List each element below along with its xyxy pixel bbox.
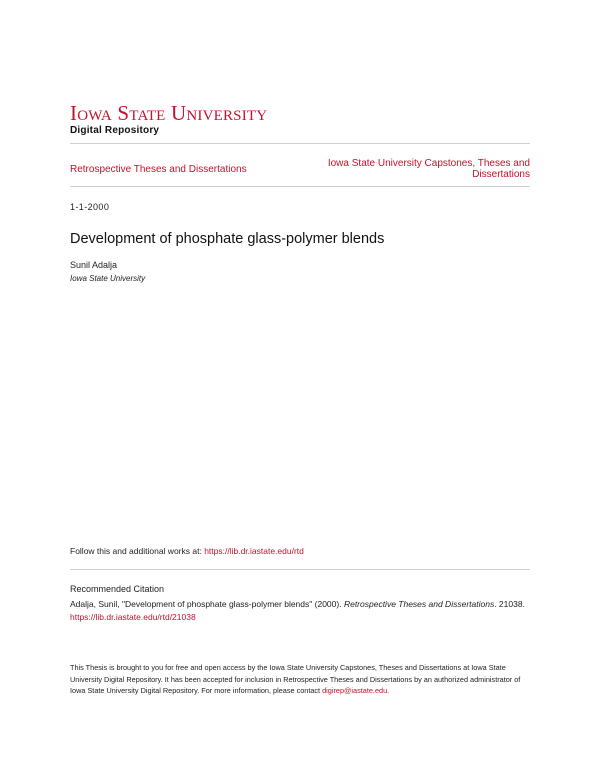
- logo-repository-name: Digital Repository: [70, 125, 160, 136]
- notice-end: .: [387, 686, 390, 695]
- collection-link-retrospective[interactable]: Retrospective Theses and Dissertations: [70, 164, 247, 175]
- citation-text: Adalja, Sunil, "Development of phosphate glass-polymer blends" (2000).: [70, 599, 344, 609]
- citation-number: . 21038.: [494, 599, 525, 609]
- publication-date: 1-1-2000: [70, 202, 110, 212]
- university-logo[interactable]: [70, 103, 330, 137]
- author-name: Sunil Adalja: [70, 260, 118, 270]
- divider-top: [70, 143, 530, 144]
- citation-body: [70, 598, 530, 624]
- collection-link-capstones[interactable]: Iowa State University Capstones, Theses and Dissertations: [327, 158, 530, 180]
- logo-university-name: Iowa State University: [70, 101, 268, 125]
- follow-line: [70, 546, 304, 557]
- notice-text: This Thesis is brought to you for free and open access by the Iowa State University Capstones, Theses and Dissertations at Iowa State University Digital Repository. It has been accepted for inclusion in Retrospective Theses and Dissertations by an authorized administrator of Iowa State University Digital Repository. For more information, please contact: [70, 663, 521, 695]
- divider-citation: [70, 569, 530, 570]
- divider-collections: [70, 186, 530, 187]
- citation-heading: Recommended Citation: [70, 584, 165, 594]
- author-affiliation: Iowa State University: [70, 274, 146, 283]
- citation-series: Retrospective Theses and Dissertations: [343, 599, 495, 609]
- access-notice: [70, 662, 532, 697]
- follow-text: Follow this and additional works at:: [70, 546, 205, 556]
- contact-email-link[interactable]: digirep@iastate.edu: [322, 686, 388, 695]
- follow-link[interactable]: https://lib.dr.iastate.edu/rtd: [204, 546, 304, 556]
- citation-link[interactable]: https://lib.dr.iastate.edu/rtd/21038: [70, 612, 196, 622]
- document-title: Development of phosphate glass-polymer blends: [70, 231, 385, 247]
